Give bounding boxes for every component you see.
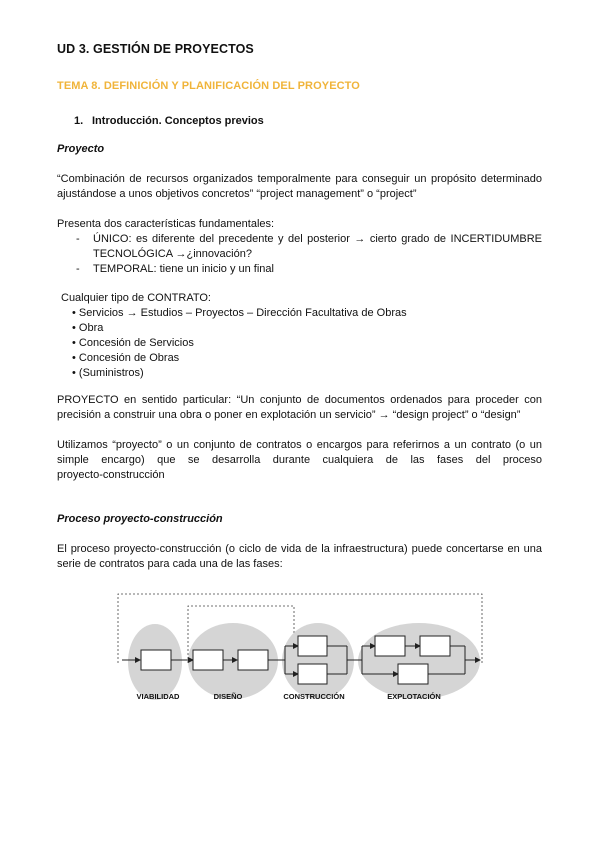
phase-ellipses <box>128 623 480 700</box>
usage-line-3: proyecto-construcción <box>57 469 165 481</box>
process-box <box>298 664 327 684</box>
process-box <box>238 650 268 670</box>
characteristic-text-line-1: TEMPORAL: tiene un inicio y un final <box>93 263 274 275</box>
particular-line-1: PROYECTO en sentido particular: “Un conjunto de documentos ordenados para proceder con <box>57 394 542 406</box>
unit-title: UD 3. GESTIÓN DE PROYECTOS <box>57 42 254 56</box>
definition-line-1: “Combinación de recursos organizados temporalmente para conseguir un propósito determinado <box>57 173 542 185</box>
dash-marker: - <box>76 263 80 275</box>
contract-list <box>72 306 407 381</box>
life-cycle-diagram <box>110 588 490 708</box>
definition-line-2: ajustándose a unos objetivos concretos” “project management” o “project” <box>57 188 417 200</box>
proceso-intro-line-2: serie de contratos para cada una de las fases: <box>57 558 283 570</box>
phase-label-viabilidad: VIABILIDAD <box>136 692 180 701</box>
phase-label-explotacion: EXPLOTACIÓN <box>387 692 441 701</box>
proyecto-definition <box>57 172 542 202</box>
phase-label-diseno: DISEÑO <box>213 692 243 701</box>
proceso-intro-line-1: El proceso proyecto-construcción (o ciclo de vida de la infraestructura) puede concertarse en una <box>57 543 542 555</box>
list-item: • (Suministros) <box>72 367 144 379</box>
process-box <box>375 636 405 656</box>
particular-line-2: precisión a construir una obra o poner en explotación un servicio” → “design project” o “design” <box>57 409 521 421</box>
process-box <box>298 636 327 656</box>
usage-paragraph <box>57 438 542 483</box>
section-number: 1. <box>74 115 84 127</box>
characteristic-text-line-2: TECNOLÓGICA →¿innovación? <box>93 248 252 260</box>
tema-title: TEMA 8. DEFINICIÓN Y PLANIFICACIÓN DEL PROYECTO <box>57 80 360 92</box>
list-item: • Concesión de Obras <box>72 352 180 364</box>
usage-line-1: Utilizamos “proyecto” o un conjunto de contratos o encargos para referirnos a un contrato (o un <box>57 439 542 451</box>
dash-marker: - <box>76 233 80 245</box>
characteristics-intro: Presenta dos características fundamentales: <box>57 218 275 230</box>
proceso-intro <box>57 542 542 572</box>
usage-line-2: simple encargo) que se desarrolla durante cualquiera de las fases del proceso <box>57 454 542 466</box>
characteristic-text-line-1: ÚNICO: es diferente del precedente y del posterior → cierto grado de INCERTIDUMBRE <box>93 233 542 245</box>
list-item: • Obra <box>72 322 104 334</box>
phase-label-construccion: CONSTRUCCIÓN <box>283 692 345 701</box>
phase-ellipse-construccion <box>282 623 354 699</box>
phase-ellipse-explotacion <box>358 623 480 699</box>
list-item: • Servicios → Estudios – Proyectos – Dirección Facultativa de Obras <box>72 307 407 319</box>
list-item: • Concesión de Servicios <box>72 337 194 349</box>
characteristic-item <box>76 232 542 262</box>
process-box <box>193 650 223 670</box>
process-box <box>420 636 450 656</box>
proceso-subtitle: Proceso proyecto-construcción <box>57 513 223 525</box>
section-heading <box>74 115 264 127</box>
particular-paragraph <box>57 393 542 423</box>
proyecto-subtitle: Proyecto <box>57 143 105 155</box>
contract-intro: Cualquier tipo de CONTRATO: <box>61 292 211 304</box>
process-box <box>398 664 428 684</box>
process-box <box>141 650 171 670</box>
section-title: Introducción. Conceptos previos <box>92 115 264 127</box>
characteristic-item <box>76 262 542 277</box>
